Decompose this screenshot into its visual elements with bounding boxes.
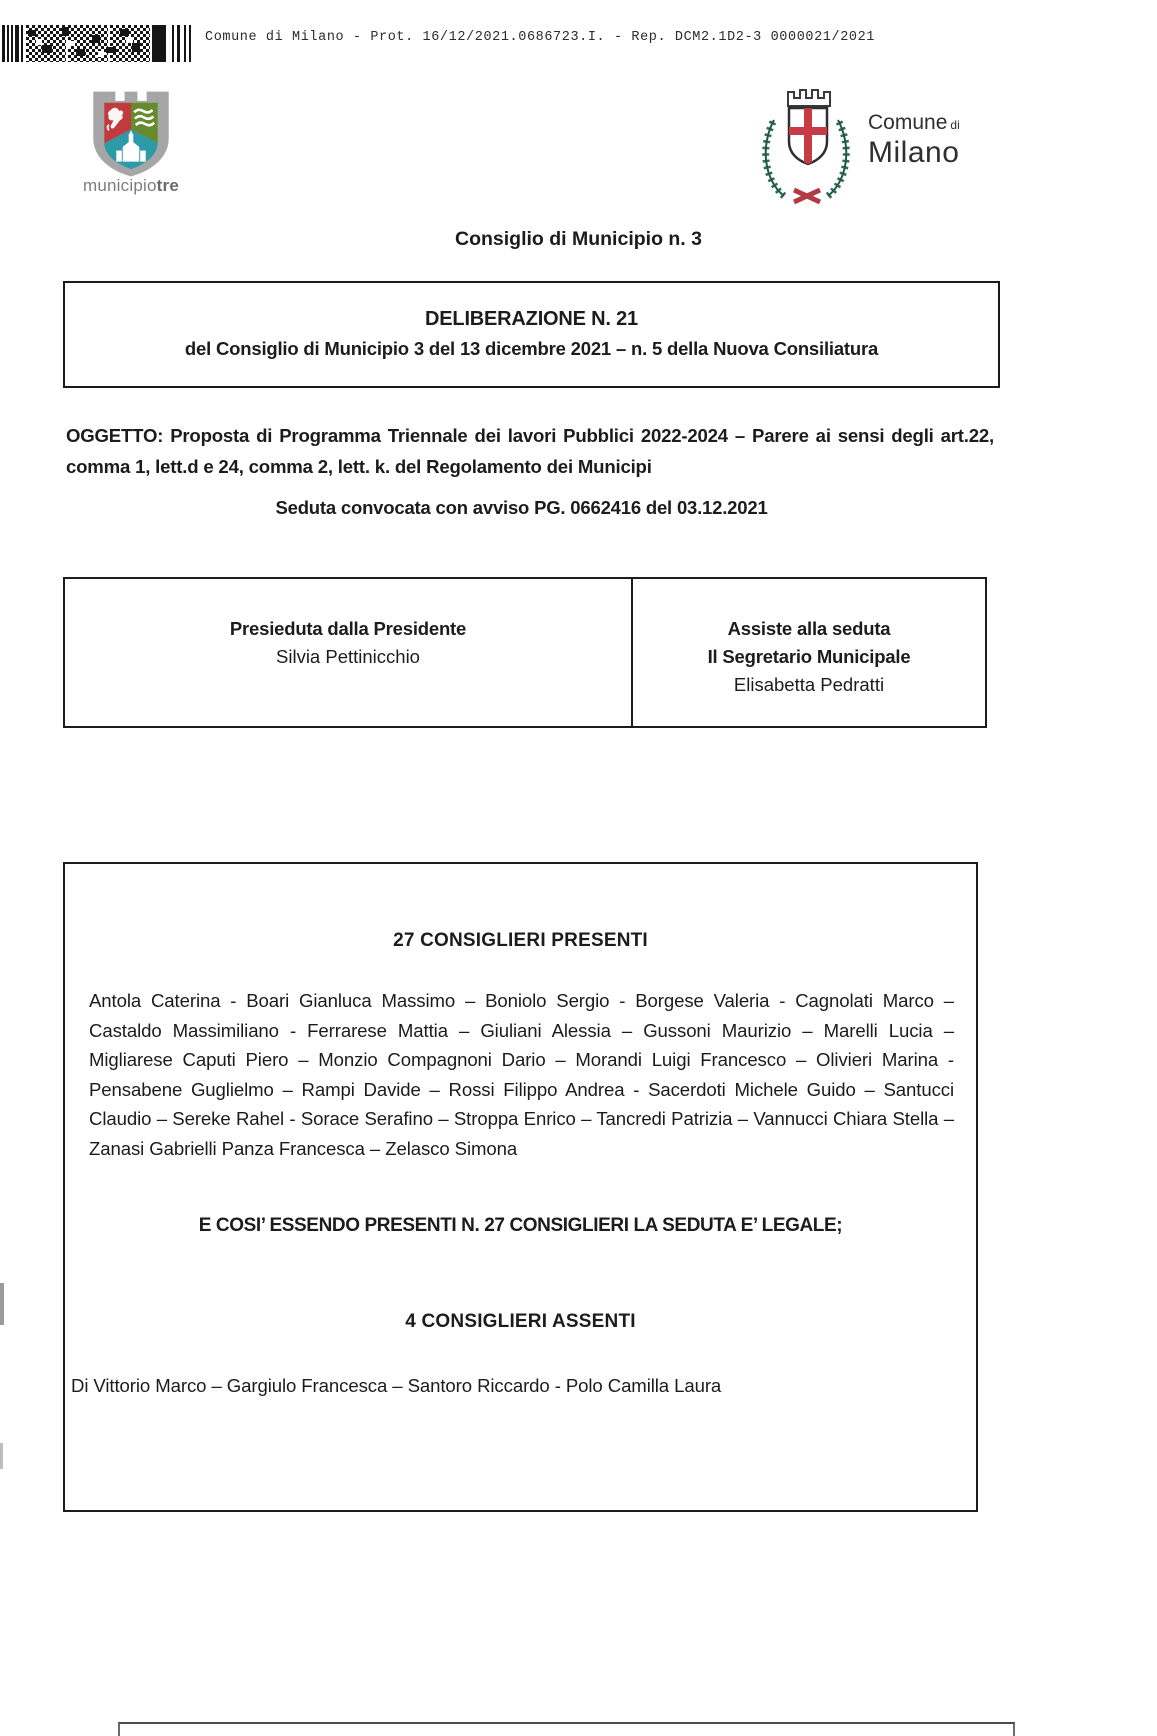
scan-artifact [0,1283,4,1325]
deliberation-number: DELIBERAZIONE N. 21 [425,308,638,330]
quorum-line: E COSI’ ESSENDO PRESENTI N. 27 CONSIGLIERI LA SEDUTA E’ LEGALE; [198,1215,843,1236]
milano-word: Milano [868,136,960,169]
comune-main: Comune [868,111,948,134]
next-section-box-edge [118,1722,1015,1736]
protocol-line: Comune di Milano - Prot. 16/12/2021.0686723.I. - Rep. DCM2.1D2-3 0000021/2021 [205,30,876,45]
comune-milano-crest-icon [750,84,862,204]
presidency-table [63,577,987,728]
tre-word: tre [156,176,179,195]
absent-names-line: Di Vittorio Marco – Gargiulo Francesca – Santoro Riccardo - Polo Camilla Laura [71,1375,722,1396]
absent-heading: 4 CONSIGLIERI ASSENTI [405,1311,636,1332]
comune-milano-wordmark [868,112,960,168]
secretary-intro: Assiste alla seduta [727,618,891,639]
page-title: Consiglio di Municipio n. 3 [455,228,702,250]
secretary-role: Il Segretario Municipale [707,646,911,667]
attendance-box [63,862,978,1512]
secretary-name: Elisabetta Pedratti [733,674,885,695]
municipio-word: municipio [83,176,157,195]
presidency-cell-secretary [633,579,985,726]
deliberation-subtitle: del Consiglio di Municipio 3 del 13 dicembre 2021 – n. 5 della Nuova Consiliatura [184,338,879,359]
convocation-line: Seduta convocata con avviso PG. 0662416 del 03.12.2021 [275,497,768,518]
comune-word [868,112,960,133]
chair-title: Presieduta dalla Presidente [229,618,467,639]
municipio-tre-wordmark [46,176,216,196]
scan-artifact [0,1443,3,1469]
present-names-paragraph: Antola Caterina - Boari Gianluca Massimo – Boniolo Sergio - Borgese Valeria - Cagnolati Marco – Castaldo Massimiliano - Ferrarese Mattia – Giuliani Alessia – Gussoni Maurizio – Marelli Lucia – Migliarese Caputi Piero – Monzio Compagnoni Dario – Morandi Luigi Francesco – Olivieri Marina - Pensabene Guglielmo – Rampi Davide – Rossi Filippo Andrea - Sacerdoti Michele Guido – Santucci Claudio – Sereke Rahel - Sorace Serafino – Stroppa Enrico – Tancredi Patrizia – Vannucci Chiara Stella – Zanasi Gabrielli Panza Francesca – Zelasco Simona [89,990,954,1159]
deliberation-box [63,281,1000,388]
protocol-barcode [2,25,194,62]
municipio-tre-crest-icon [76,88,186,180]
presidency-cell-chair [65,579,633,726]
present-heading: 27 CONSIGLIERI PRESENTI [393,930,648,951]
chair-name: Silvia Pettinicchio [276,646,420,667]
subject-paragraph: OGGETTO: Proposta di Programma Triennale dei lavori Pubblici 2022-2024 – Parere ai sensi degli art.22, comma 1, lett.d e 24, comma 2, lett. k. del Regolamento dei Municipi [66,425,994,477]
di-small: di [950,118,960,132]
